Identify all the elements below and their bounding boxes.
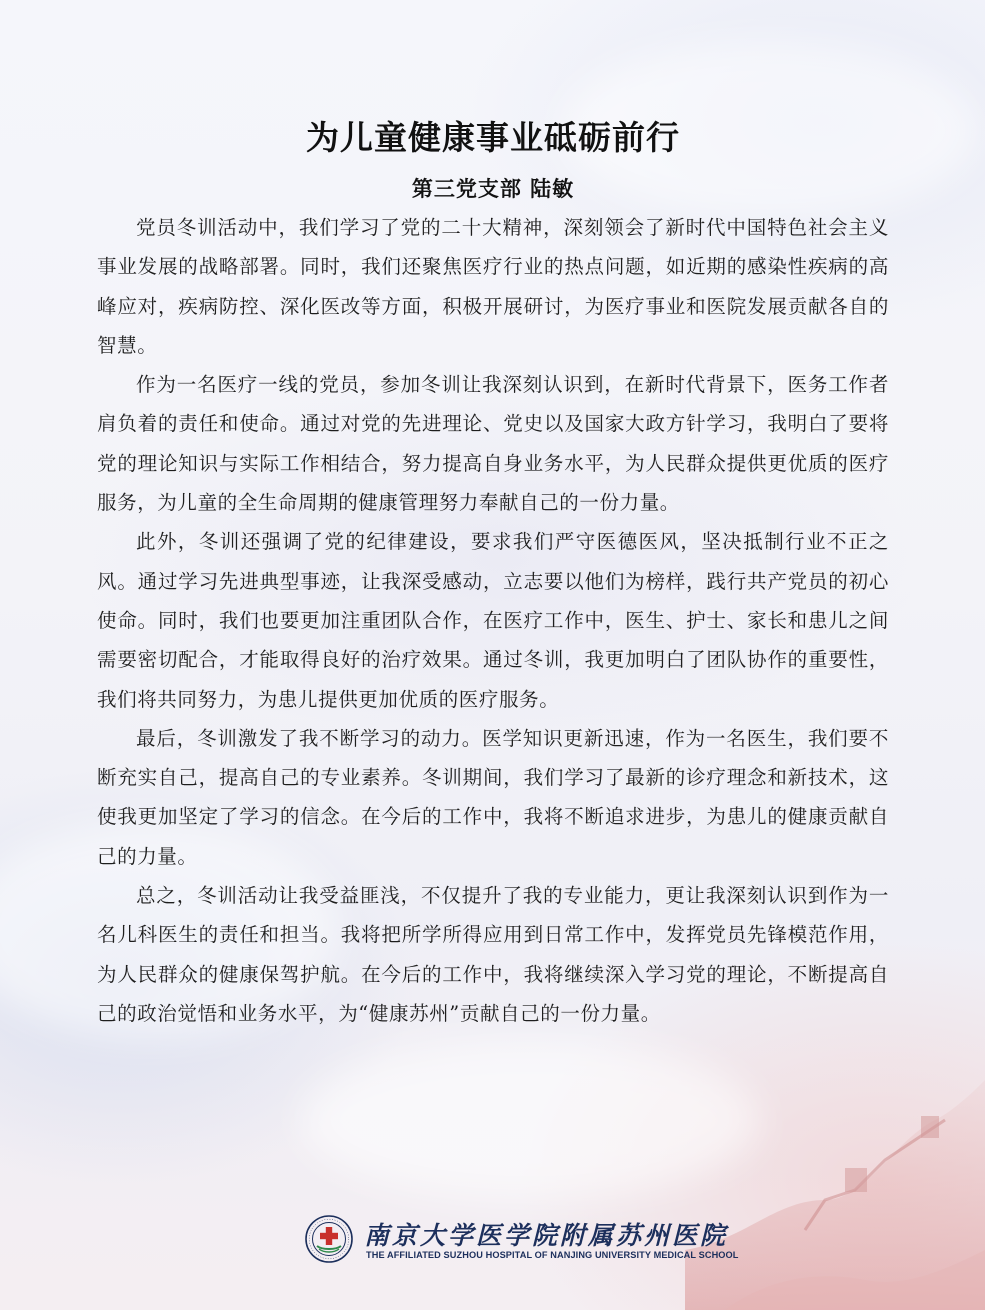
paragraph: 总之，冬训活动让我受益匪浅，不仅提升了我的专业能力，更让我深刻认识到作为一名儿科医生的责任和担当。我将把所学所得应用到日常工作中，发挥党员先锋模范作用，为人民群众的健康保驾护航。在今后的工作中，我将继续深入学习党的理论，不断提高自己的政治觉悟和业务水平，为“健康苏州”贡献自己的一份力量。 <box>97 884 889 1025</box>
article-title: 为儿童健康事业砥砺前行 <box>306 118 680 157</box>
paragraph: 最后，冬训激发了我不断学习的动力。医学知识更新迅速，作为一名医生，我们要不断充实自己，提高自己的专业素养。冬训期间，我们学习了最新的诊疗理念和新技术，这使我更加坚定了学习的信念。在今后的工作中，我将不断追求进步，为患儿的健康贡献自己的力量。 <box>97 726 889 868</box>
article-author: 第三党支部 陆敏 <box>411 176 575 201</box>
paragraph: 此外，冬训还强调了党的纪律建设，要求我们严守医德医风，坚决抵制行业不正之风。通过学习先进典型事迹，让我深受感动，立志要以他们为榜样，践行共产党员的初心使命。同时，我们也要更加注重团队合作，在医疗工作中，医生、护士、家长和患儿之间需要密切配合，才能取得良好的治疗效果。通过冬训，我更加明白了团队协作的重要性，我们将共同努力，为患儿提供更加优质的医疗服务。 <box>97 530 889 711</box>
hospital-seal-icon <box>304 1214 354 1264</box>
hospital-footer <box>300 1210 739 1270</box>
hospital-name-cn: 南京大学医学院附属苏州医院 <box>364 1221 729 1250</box>
paragraph: 作为一名医疗一线的党员，参加冬训让我深刻认识到，在新时代背景下，医务工作者肩负着的责任和使命。通过对党的先进理论、党史以及国家大政方针学习，我明白了要将党的理论知识与实际工作相结合，努力提高自身业务水平，为人民群众提供更优质的医疗服务，为儿童的全生命周期的健康管理努力奉献自己的一份力量。 <box>97 373 889 515</box>
great-wall-illustration <box>685 1050 985 1310</box>
hospital-name-en: THE AFFILIATED SUZHOU HOSPITAL OF NANJING UNIVERSITY MEDICAL SCHOOL <box>366 1250 739 1260</box>
paragraph: 党员冬训活动中，我们学习了党的二十大精神，深刻领会了新时代中国特色社会主义事业发展的战略部署。同时，我们还聚焦医疗行业的热点问题，如近期的感染性疾病的高峰应对，疾病防控、深化医改等方面，积极开展研讨，为医疗事业和医院发展贡献各自的智慧。 <box>97 216 889 357</box>
article-body <box>97 208 889 1033</box>
